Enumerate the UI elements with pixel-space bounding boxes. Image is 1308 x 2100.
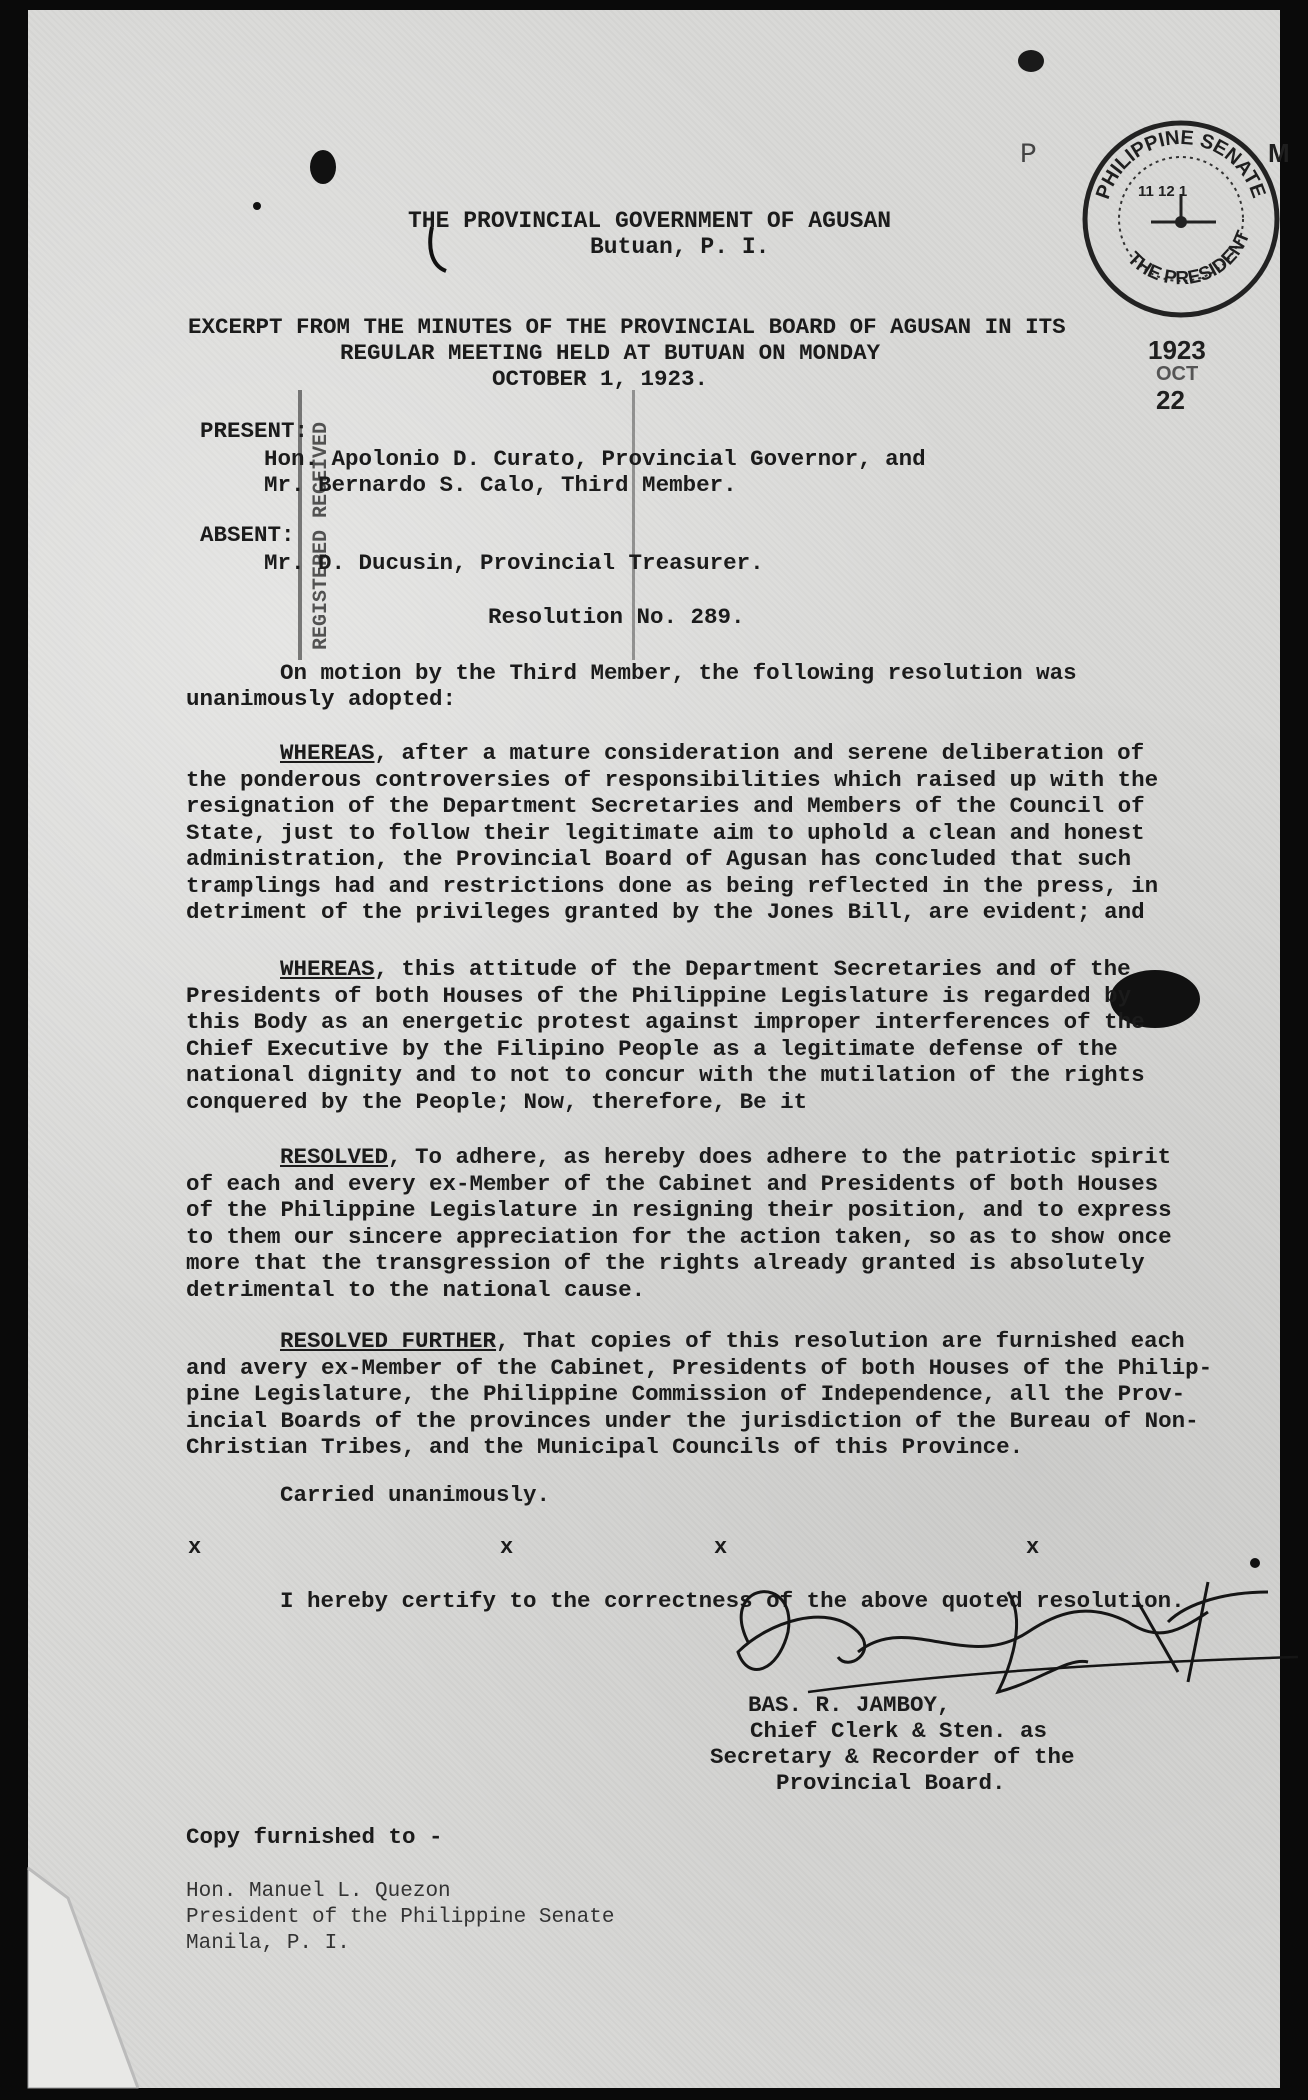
whereas-1-line5: administration, the Provincial Board of Agusan has concluded that such (186, 846, 1132, 872)
present-label: PRESENT: (200, 418, 309, 444)
resolved-line6: detrimental to the national cause. (186, 1276, 646, 1303)
resolved-further-line2: and avery ex-Member of the Cabinet, Presidents of both Houses of the Philip- (186, 1354, 1213, 1381)
certification-text: I hereby certify to the correctness of the above quoted resolution. (280, 1588, 1185, 1614)
seal-day: 22 (1156, 385, 1185, 415)
received-stamp-text: REGISTERED RECEIVED (310, 421, 333, 650)
whereas-paragraph-2 (186, 956, 1146, 1115)
excerpt-title-line1: EXCERPT FROM THE MINUTES OF THE PROVINCIAL BOARD OF AGUSAN IN ITS (188, 314, 1066, 340)
resolved-further-line4: incial Boards of the provinces under the jurisdiction of the Bureau of Non- (186, 1407, 1199, 1434)
addressee-line-1: Hon. Manuel L. Quezon (186, 1880, 451, 1903)
signatory-title-2: Secretary & Recorder of the (710, 1744, 1075, 1770)
copy-furnished-label: Copy furnished to - (186, 1824, 443, 1850)
whereas-1-line7: detriment of the privileges granted by the Jones Bill, are evident; and (186, 899, 1145, 925)
resolved-line3: of the Philippine Legislature in resigning their position, and to express (186, 1197, 1172, 1223)
whereas-2-lead: WHEREAS (280, 956, 375, 982)
whereas-1-line2: the ponderous controversies of responsibilities which raised up with the (186, 766, 1159, 793)
whereas-2-line6: conquered by the People; Now, therefore, Be it (186, 1088, 808, 1115)
margin-letter-p: P (1020, 140, 1037, 171)
resolved-further-line5: Christian Tribes, and the Municipal Councils of this Province. (186, 1434, 1024, 1460)
signatory-title-1: Chief Clerk & Sten. as (750, 1718, 1048, 1744)
separator-x-4: x (1026, 1535, 1040, 1560)
seal-inner-text: THE PRESIDENT (1123, 228, 1255, 290)
separator-x-3: x (714, 1535, 728, 1560)
resolved-further-line1: , That copies of this resolution are furnished each (496, 1328, 1185, 1354)
senate-seal-icon (1076, 114, 1286, 324)
carried-unanimously: Carried unanimously. (280, 1482, 551, 1508)
absent-member-1: Mr. D. Ducusin, Provincial Treasurer. (264, 550, 764, 576)
resolved-further-lead: RESOLVED FURTHER (280, 1328, 497, 1354)
present-member-1: Hon. Apolonio D. Curato, Provincial Governor, and (264, 446, 926, 472)
resolved-line1: , To adhere, as hereby does adhere to the patriotic spirit (388, 1144, 1172, 1170)
resolved-further-line3: pine Legislature, the Philippine Commission of Independence, all the Prov- (186, 1381, 1186, 1407)
absent-label: ABSENT: (200, 522, 295, 548)
excerpt-title-line3: OCTOBER 1, 1923. (492, 366, 709, 392)
header-government: THE PROVINCIAL GOVERNMENT OF AGUSAN (408, 208, 892, 234)
document-page (28, 10, 1290, 2088)
resolved-paragraph (186, 1144, 1172, 1303)
resolved-further-paragraph (186, 1328, 1213, 1461)
separator-x-2: x (500, 1535, 514, 1560)
whereas-2-line3: this Body as an energetic protest against improper interferences of the (186, 1009, 1145, 1035)
excerpt-title-line2: REGULAR MEETING HELD AT BUTUAN ON MONDAY (340, 340, 881, 366)
svg-text:THE PRESIDENT (1123, 228, 1255, 290)
whereas-2-line4: Chief Executive by the Filipino People as a legitimate defense of the (186, 1035, 1118, 1062)
ink-blot-top-right (1018, 50, 1044, 72)
seal-clock-numbers: 11 12 1 (1138, 183, 1188, 200)
seal-month: OCT (1156, 363, 1199, 385)
seal-corner-mark: M (1268, 138, 1290, 168)
motion-line1: On motion by the Third Member, the following resolution was (280, 660, 1077, 686)
addressee-line-3: Manila, P. I. (186, 1932, 350, 1955)
whereas-1-line1: , after a mature consideration and serene deliberation of (374, 740, 1145, 766)
whereas-2-line2: Presidents of both Houses of the Philippine Legislature is regarded by (186, 982, 1132, 1009)
signatory-name: BAS. R. JAMBOY, (748, 1692, 951, 1718)
separator-x-1: x (188, 1535, 202, 1560)
whereas-1-lead: WHEREAS (280, 740, 375, 766)
whereas-2-line1: , this attitude of the Department Secretaries and of the (374, 956, 1131, 982)
header-location: Butuan, P. I. (590, 234, 770, 260)
signatory-title-3: Provincial Board. (776, 1770, 1006, 1796)
present-member-2: Mr. Bernardo S. Calo, Third Member. (264, 472, 737, 498)
resolved-line4: to them our sincere appreciation for the action taken, so as to show once (186, 1223, 1172, 1250)
whereas-paragraph-1 (186, 740, 1159, 926)
resolved-lead: RESOLVED (280, 1144, 389, 1170)
resolved-line5: more that the transgression of the rights already granted is absolutely (186, 1250, 1145, 1276)
motion-line2: unanimously adopted: (186, 686, 457, 712)
whereas-2-line5: national dignity and to not to concur with the mutilation of the rights (186, 1062, 1145, 1088)
whereas-1-line6: tramplings had and restrictions done as being reflected in the press, in (186, 872, 1159, 899)
ink-blot-top-left (310, 150, 336, 184)
resolution-number: Resolution No. 289. (488, 604, 745, 630)
addressee-line-2: President of the Philippine Senate (186, 1906, 615, 1929)
whereas-1-line3: resignation of the Department Secretaries and Members of the Council of (186, 793, 1145, 819)
whereas-1-line4: State, just to follow their legitimate aim to uphold a clean and honest (186, 819, 1145, 846)
seal-outer-text: PHILIPPINE SENATE (1092, 126, 1270, 202)
handwritten-signature-icon (708, 1562, 1308, 1712)
seal-year: 1923 (1148, 335, 1206, 365)
folded-corner (28, 1868, 168, 2088)
ink-dot (253, 202, 261, 210)
resolved-line2: of each and every ex-Member of the Cabinet and Presidents of both Houses (186, 1170, 1159, 1197)
